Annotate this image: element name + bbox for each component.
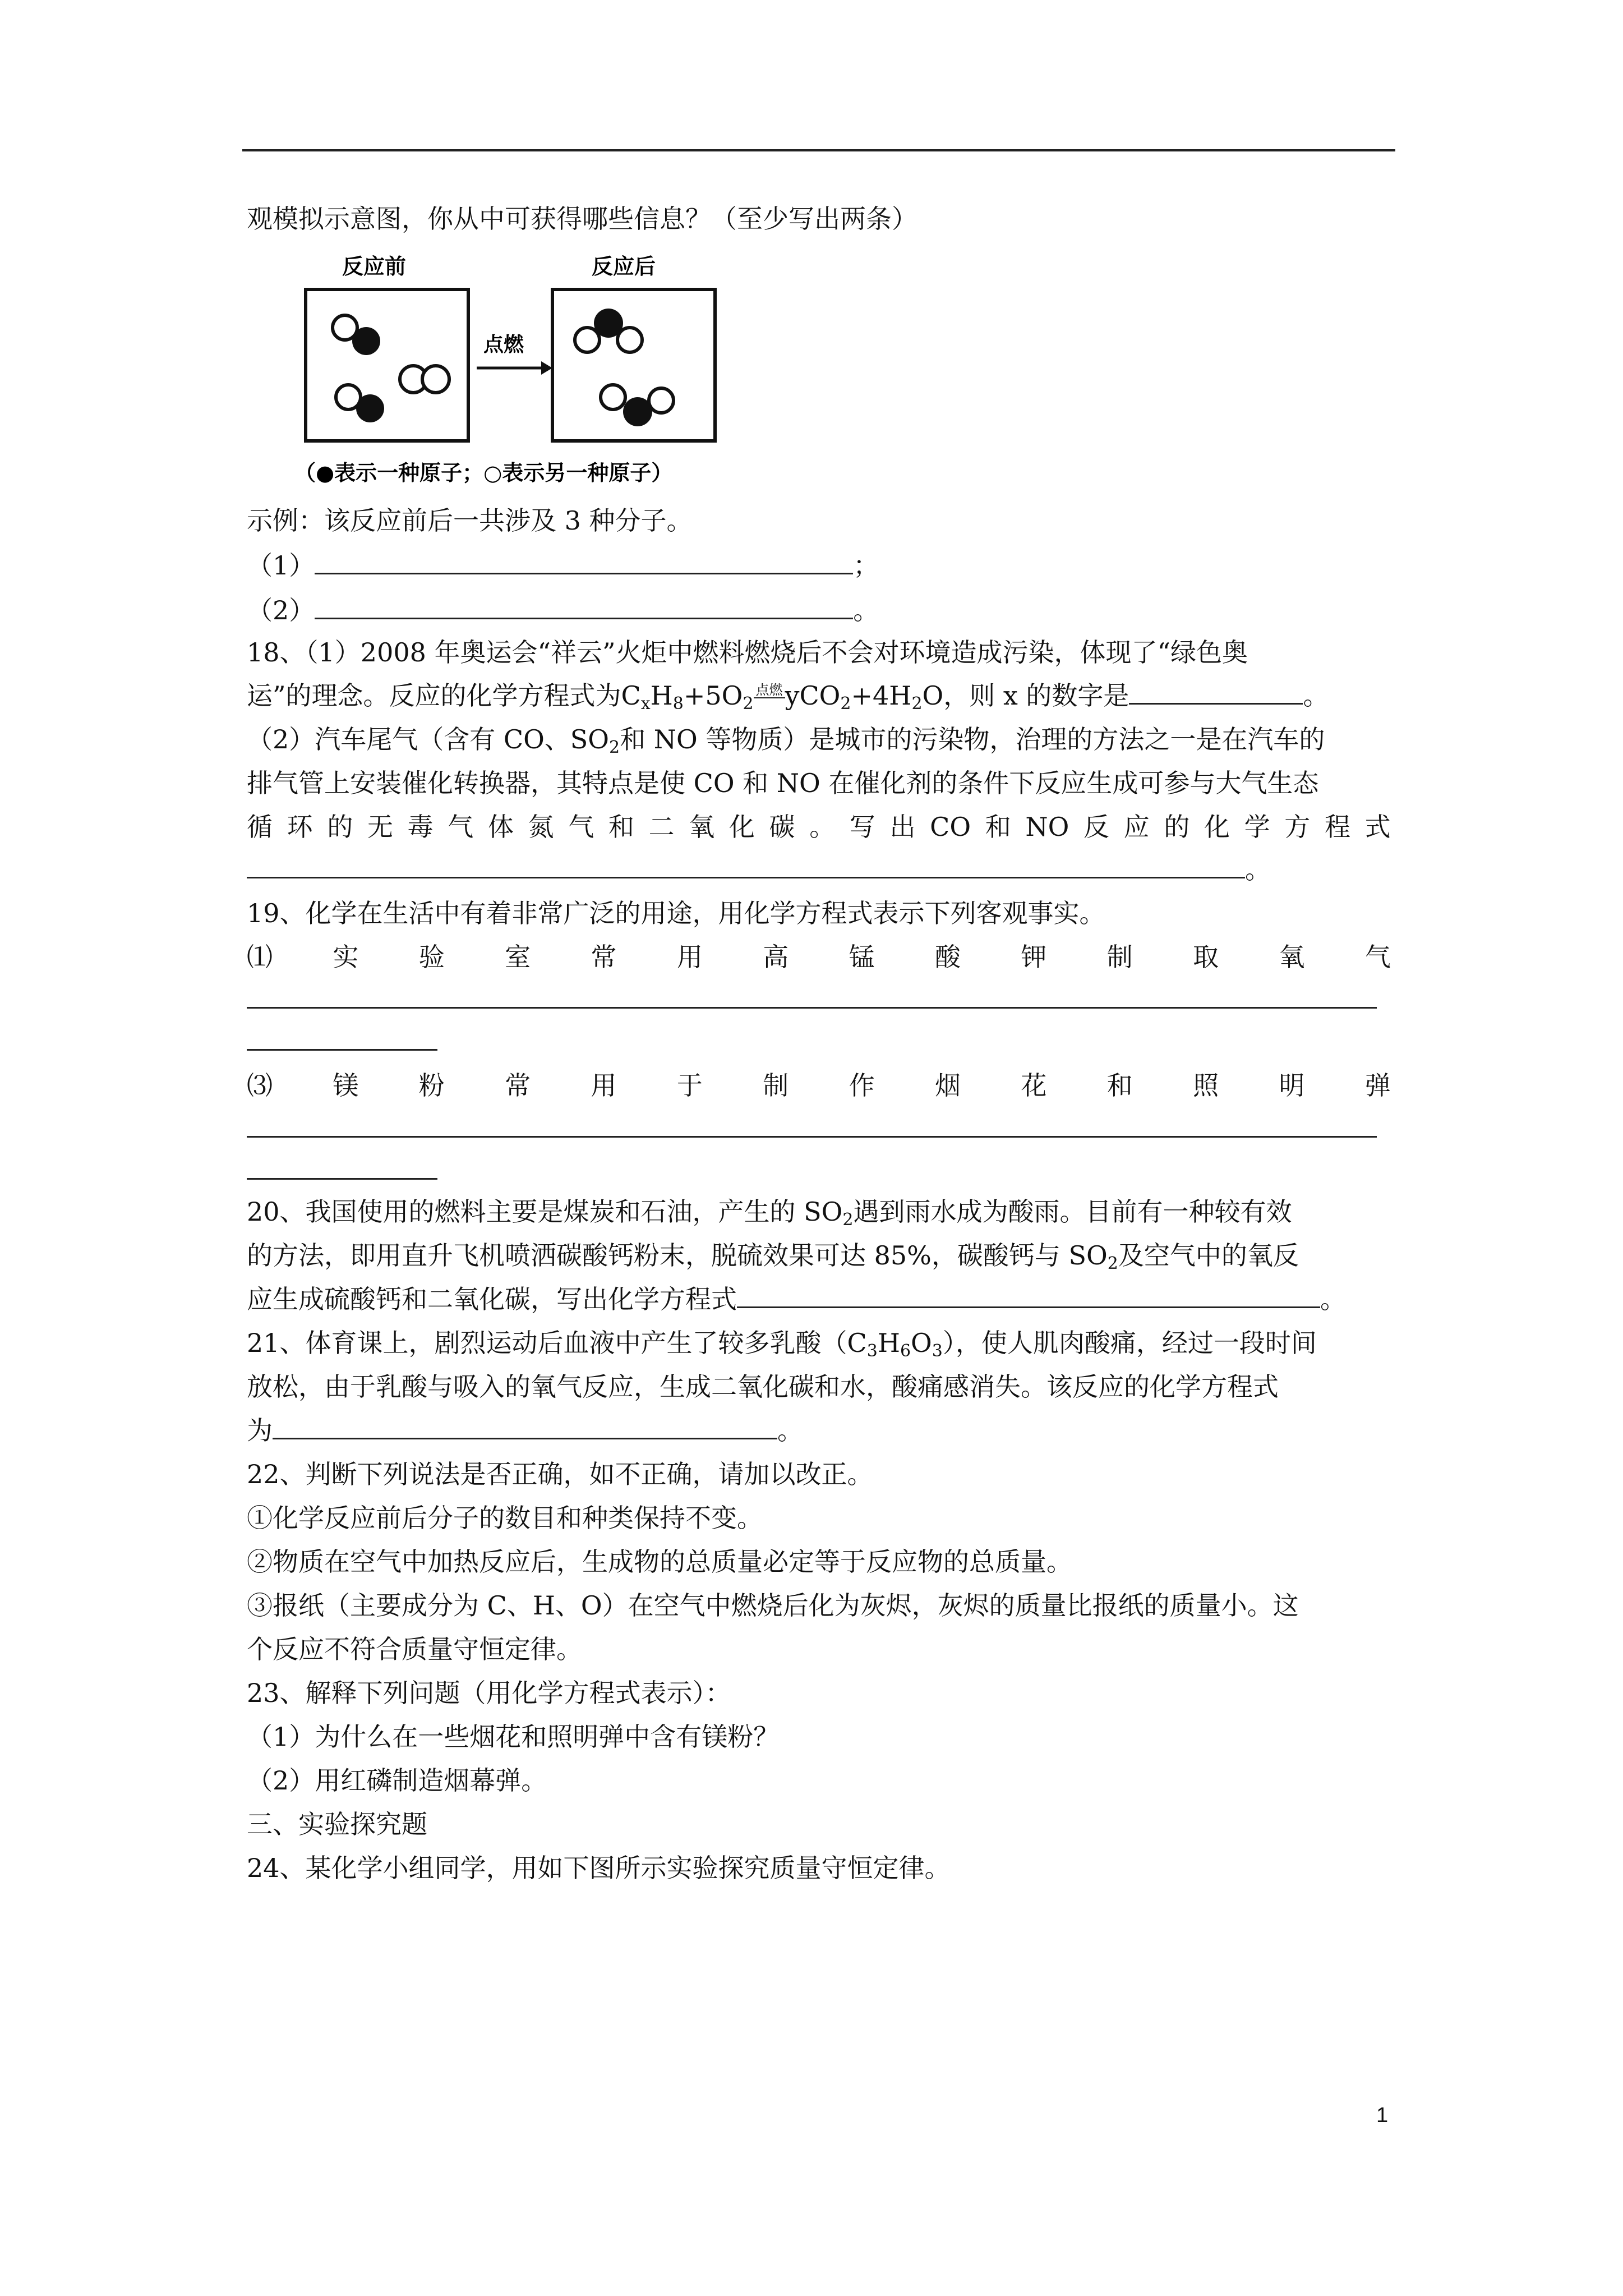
q19-intro: 19、化学在生活中有着非常广泛的用途，用化学方程式表示下列客观事实。: [247, 898, 1105, 928]
header-rule: [242, 149, 1395, 151]
before-label: 反应前: [342, 254, 407, 279]
q24-intro: 24、某化学小组同学，用如下图所示实验探究质量守恒定律。: [247, 1853, 951, 1883]
section-heading: 三、实验探究题: [247, 1809, 427, 1839]
q18-part1-line1: 18、（1）2008 年奥运会“祥云”火炬中燃料燃烧后不会对环境造成污染，体现了“绿色奥: [247, 637, 1248, 668]
answer-line[interactable]: [247, 1178, 437, 1180]
q23-item-2: （2）用红磷制造烟幕弹。: [247, 1765, 547, 1796]
q18-part2-line3: 循 环 的 无 毒 气 体 氮 气 和 二 氧 化 碳 。 写 出 CO 和 NO 反 应 的 化 学 方 程 式: [247, 812, 1391, 842]
answer-blank[interactable]: [1129, 677, 1303, 705]
answer-line[interactable]: [247, 1136, 1377, 1138]
q19-item-1: ⑴ 实 验 室 常 用 高 锰 酸 钾 制 取 氧 气: [247, 942, 1391, 972]
q18-part2-line1: （2）汽车尾气（含有 CO、$SO_2$和 NO 等物质）是城市的污染物，治理的方法之一是在汽车的: [247, 724, 1325, 757]
answer-blank[interactable]: [737, 1281, 1320, 1308]
q20-line3: 应生成硫酸钙和二氧化碳，写出化学方程式 。: [247, 1278, 1391, 1320]
q22-statement-1: ①化学反应前后分子的数目和种类保持不变。: [247, 1503, 763, 1533]
q17-intro: 观模拟示意图，你从中可获得哪些信息？（至少写出两条）: [247, 204, 917, 234]
answer-blank[interactable]: [315, 592, 853, 619]
page-number: 1: [1376, 2104, 1389, 2127]
q21-line2: 放松，由于乳酸与吸入的氧气反应，生成二氧化碳和水，酸痛感消失。该反应的化学方程式: [247, 1372, 1279, 1402]
after-label: 反应后: [592, 254, 656, 279]
q18-part2-line2: 排气管上安装催化转换器，其特点是使 CO 和 NO 在催化剂的条件下反应生成可参与大气生态: [247, 768, 1319, 798]
diagram-legend: （●表示一种原子；○表示另一种原子）: [294, 461, 673, 485]
q21-line1: 21、体育课上，剧烈运动后血液中产生了较多乳酸$(C_3H_6O_3)$，使人肌肉酸痛，经过一段时间: [247, 1328, 1317, 1361]
before-box: [306, 289, 468, 441]
q22-statement-3a: ③报纸（主要成分为 C、H、O）在空气中燃烧后化为灰烬，灰烬的质量比报纸的质量小。这: [247, 1590, 1299, 1621]
reaction-condition: 点燃: [754, 683, 785, 698]
q20-line2: 的方法，即用直升飞机喷洒碳酸钙粉末，脱硫效果可达 85%，碳酸钙与 $SO_2$及空气中的氧反: [247, 1240, 1299, 1273]
answer-line[interactable]: [247, 1049, 437, 1051]
q20-line1: 20、我国使用的燃料主要是煤炭和石油，产生的 $SO_2$遇到雨水成为酸雨。目前有一种较有效: [247, 1197, 1292, 1230]
reaction-diagram: [294, 250, 855, 486]
q17-item-2: （2） 。: [247, 589, 1391, 632]
answer-line[interactable]: [247, 1007, 1377, 1009]
q21-line3: 为 。: [247, 1409, 1391, 1452]
arrow-label: 点燃: [483, 333, 524, 356]
q23-item-1: （1）为什么在一些烟花和照明弹中含有镁粉？: [247, 1722, 780, 1752]
q22-statement-3b: 个反应不符合质量守恒定律。: [247, 1634, 582, 1664]
q17-example: 示例：该反应前后一共涉及 3 种分子。: [247, 505, 693, 536]
q22-statement-2: ②物质在空气中加热反应后，生成物的总质量必定等于反应物的总质量。: [247, 1547, 1072, 1577]
answer-blank[interactable]: [315, 547, 853, 574]
q23-intro: 23、解释下列问题（用化学方程式表示）：: [247, 1678, 731, 1708]
q19-item-3: ⑶ 镁 粉 常 用 于 制 作 烟 花 和 照 明 弹: [247, 1070, 1391, 1101]
q18-part2-answer: 。: [247, 848, 1391, 891]
q22-intro: 22、判断下列说法是否正确，如不正确，请加以改正。: [247, 1459, 873, 1489]
answer-blank[interactable]: [273, 1412, 777, 1439]
answer-blank[interactable]: [247, 851, 1245, 878]
q18-part1-line2: 运”的理念。反应的化学方程式为$C_xH_8+5O_2$点燃$yCO_2+4H_2O$，则 x 的数字是 。: [247, 674, 1391, 717]
q17-item-1: （1） ；: [247, 544, 1391, 587]
